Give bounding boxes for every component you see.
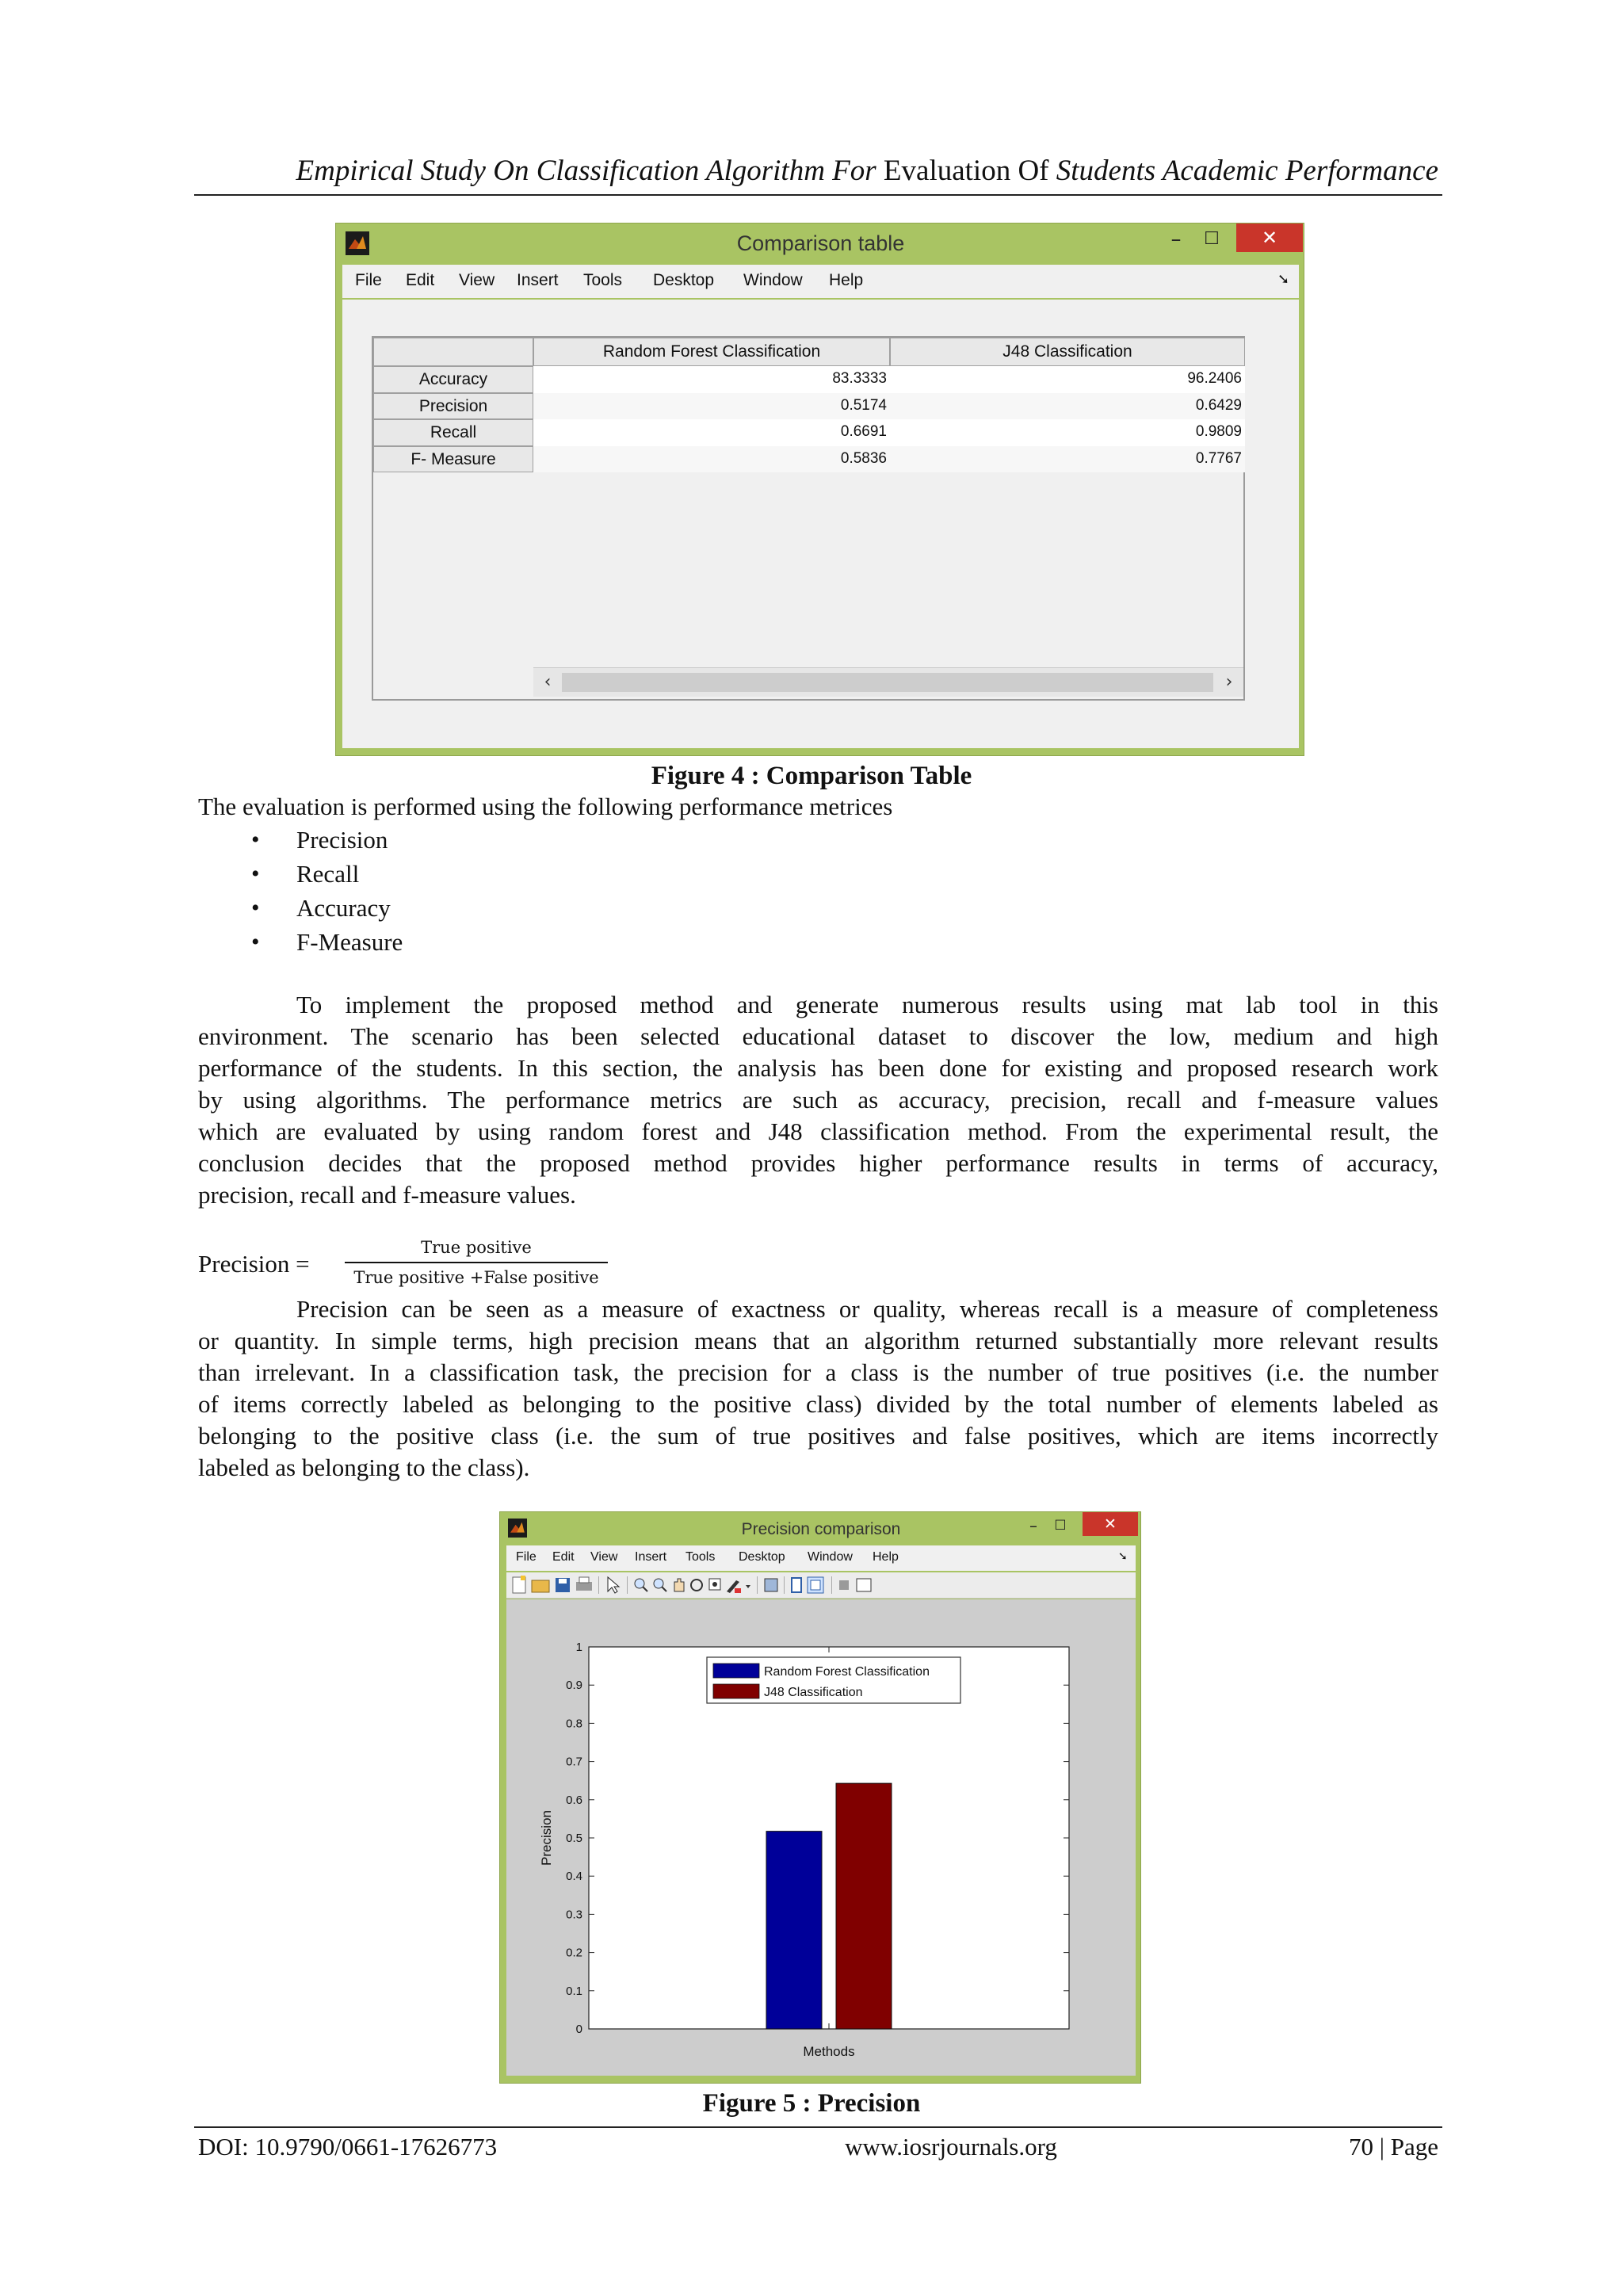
row-header: Accuracy [373,366,533,393]
figure4-caption: Figure 4 : Comparison Table [651,762,972,790]
legend-label: Random Forest Classification [764,1665,930,1679]
table-cell[interactable]: 0.6429 [890,393,1245,419]
corner-cell [373,338,533,366]
menu-view[interactable]: View [590,1550,618,1564]
menu-insert[interactable]: Insert [635,1550,667,1564]
formula-fraction-bar [345,1262,608,1263]
menu-tools[interactable]: Tools [685,1550,716,1564]
paragraph-line: of items correctly labeled as belonging to the positive class) divided by the total number of elements labeled as [198,1390,1438,1418]
rotate-icon[interactable] [691,1580,702,1591]
y-tick-label: 0.8 [566,1717,582,1731]
bullet-icon: • [251,929,260,955]
running-title-part-c: Students Academic Performance [1048,155,1438,187]
bar-j48 [836,1783,892,2029]
y-tick-label: 0.5 [566,1832,582,1845]
axes-box [589,1647,1069,2029]
brush-icon[interactable] [727,1580,741,1593]
row-header: F- Measure [373,446,533,472]
figure5-caption: Figure 5 : Precision [702,2089,921,2118]
paragraph-line: Precision can be seen as a measure of exactness or quality, whereas recall is a measure of completeness [296,1295,1438,1323]
menu-view[interactable]: View [459,271,495,289]
paragraph-implementation [198,989,1438,1211]
metrics-intro: The evaluation is performed using the following performance metrices [198,793,893,820]
menu-bar [342,265,1299,298]
minimize-button[interactable]: – [1029,1516,1037,1535]
edit-plot-icon[interactable] [608,1577,619,1593]
show-plot-tools-icon[interactable] [808,1577,823,1593]
paragraph-line: by using algorithms. The performance metrics are such as accuracy, precision, recall and f-measure values [198,1086,1438,1114]
footer-website: www.iosrjournals.org [845,2133,1057,2160]
table-cell[interactable]: 83.3333 [533,366,890,393]
open-file-icon[interactable] [532,1580,549,1592]
figure-toolbar [506,1572,1136,1599]
menu-window[interactable]: Window [808,1550,853,1564]
zoom-out-icon[interactable] [654,1579,666,1591]
running-title-part-b: Evaluation Of [883,155,1049,187]
menu-edit[interactable]: Edit [552,1550,575,1564]
paragraph-line: precision, recall and f-measure values. [198,1181,576,1209]
menu-insert[interactable]: Insert [517,271,559,289]
menu-desktop[interactable]: Desktop [739,1550,785,1564]
bar-random-forest [766,1832,822,2029]
y-tick-label: 0.7 [566,1755,582,1769]
bullet-icon: • [251,827,260,853]
bullet-icon: • [251,861,260,887]
dock-arrow-icon[interactable]: ➘ [1277,271,1290,288]
formula-lhs: Precision = [198,1250,310,1278]
paragraph-precision [198,1293,1438,1484]
menu-help[interactable]: Help [873,1550,899,1564]
paragraph-line: belonging to the positive class (i.e. the sum of true positives and false positives, which are items incorrectly [198,1422,1438,1450]
menu-edit[interactable]: Edit [406,271,435,289]
link-icon[interactable] [746,1585,750,1588]
x-axis-label: Methods [803,2044,855,2059]
footer-doi: DOI: 10.9790/0661-17626773 [198,2133,498,2160]
table-cell[interactable]: 0.5174 [533,393,890,419]
menu-desktop[interactable]: Desktop [653,271,715,289]
data-cursor-icon[interactable] [709,1579,720,1590]
paragraph-line: To implement the proposed method and generate numerous results using mat lab tool in this [296,991,1438,1018]
menu-bar [506,1545,1136,1571]
save-icon[interactable] [556,1578,570,1592]
list-item: Recall [296,860,360,888]
y-tick-label: 0.2 [566,1946,582,1960]
running-title-part-a: Empirical Study On Classification Algorithm For [296,155,884,187]
dock-figure-icon[interactable] [857,1579,871,1591]
formula-numerator: True positive [421,1238,532,1257]
scrollbar-thumb[interactable] [562,673,1213,692]
precision-comparison-window [499,1511,1141,2084]
hide-plot-tools-icon[interactable] [792,1578,801,1592]
y-tick-label: 0.6 [566,1793,582,1807]
zoom-in-icon[interactable] [635,1579,647,1591]
row-header: Precision [373,393,533,419]
legend-label: J48 Classification [764,1686,863,1699]
precision-bar-chart [506,1599,1136,2076]
scroll-left-icon[interactable]: ‹ [544,672,552,692]
table-cell[interactable]: 0.9809 [890,419,1245,446]
maximize-button[interactable]: ☐ [1054,1518,1067,1534]
footer-rule [194,2126,1442,2128]
table-cell[interactable]: 0.5836 [533,446,890,472]
horizontal-scrollbar[interactable] [533,667,1243,697]
paragraph-line: environment. The scenario has been selected educational dataset to discover the low, medium and high [198,1022,1438,1050]
list-item: Accuracy [296,894,391,922]
minimize-button[interactable]: – [1170,227,1182,251]
paragraph-line: or quantity. In simple terms, high precision means that an algorithm returned substantially more relevant results [198,1327,1438,1354]
menu-window[interactable]: Window [743,271,803,289]
y-tick-label: 0.1 [566,1984,582,1998]
bullet-icon: • [251,895,260,921]
figure-client-area [342,300,1299,748]
comparison-table-window [335,223,1304,756]
y-tick-label: 0 [575,2023,582,2036]
close-button[interactable]: ✕ [1083,1512,1138,1536]
close-button[interactable]: ✕ [1236,223,1303,252]
list-item: Precision [296,826,388,854]
header-rule [194,194,1442,196]
footer-page-number: 70 | Page [1349,2133,1438,2160]
grid-toggle-icon[interactable] [839,1580,849,1590]
paragraph-line: performance of the students. In this section, the analysis has been done for existing and proposed research work [198,1054,1438,1082]
legend-swatch [713,1664,759,1678]
y-tick-label: 0.4 [566,1870,582,1884]
new-figure-icon[interactable] [513,1576,525,1593]
pan-icon[interactable] [674,1579,684,1591]
menu-file[interactable]: File [355,271,382,289]
formula-denominator: True positive +False positive [353,1268,599,1287]
paragraph-line: conclusion decides that the proposed method provides higher performance results in terms of accuracy, [198,1149,1438,1177]
table-cell[interactable]: 96.2406 [890,366,1245,393]
table-cell[interactable]: 0.6691 [533,419,890,446]
menu-help[interactable]: Help [829,271,864,289]
running-header [194,152,1438,190]
paragraph-line: than irrelevant. In a classification task, the precision for a class is the number of true positives (i.e. the number [198,1358,1438,1386]
paragraph-line: labeled as belonging to the class). [198,1454,530,1481]
dock-arrow-icon[interactable]: ➘ [1118,1550,1128,1563]
paragraph-line: which are evaluated by using random forest and J48 classification method. From the experimental result, the [198,1117,1438,1145]
maximize-button[interactable]: ☐ [1204,229,1220,249]
y-tick-label: 0.3 [566,1908,582,1922]
row-header: Recall [373,419,533,446]
y-tick-label: 0.9 [566,1679,582,1693]
y-axis-label: Precision [539,1810,554,1866]
comparison-uitable[interactable] [372,336,1245,701]
print-icon[interactable] [576,1577,592,1591]
column-header-rf[interactable]: Random Forest Classification [533,338,890,366]
scroll-right-icon[interactable]: › [1225,672,1233,692]
legend-swatch [713,1684,759,1698]
window-title: Comparison table [736,231,905,255]
column-header-j48[interactable]: J48 Classification [890,338,1245,366]
y-tick-label: 1 [575,1641,582,1654]
menu-file[interactable]: File [516,1550,537,1564]
window-title: Precision comparison [741,1520,901,1538]
list-item: F-Measure [296,928,403,956]
figure-canvas [506,1599,1136,2076]
table-cell[interactable]: 0.7767 [890,446,1245,472]
insert-colorbar-icon[interactable] [765,1579,777,1591]
menu-tools[interactable]: Tools [583,271,623,289]
